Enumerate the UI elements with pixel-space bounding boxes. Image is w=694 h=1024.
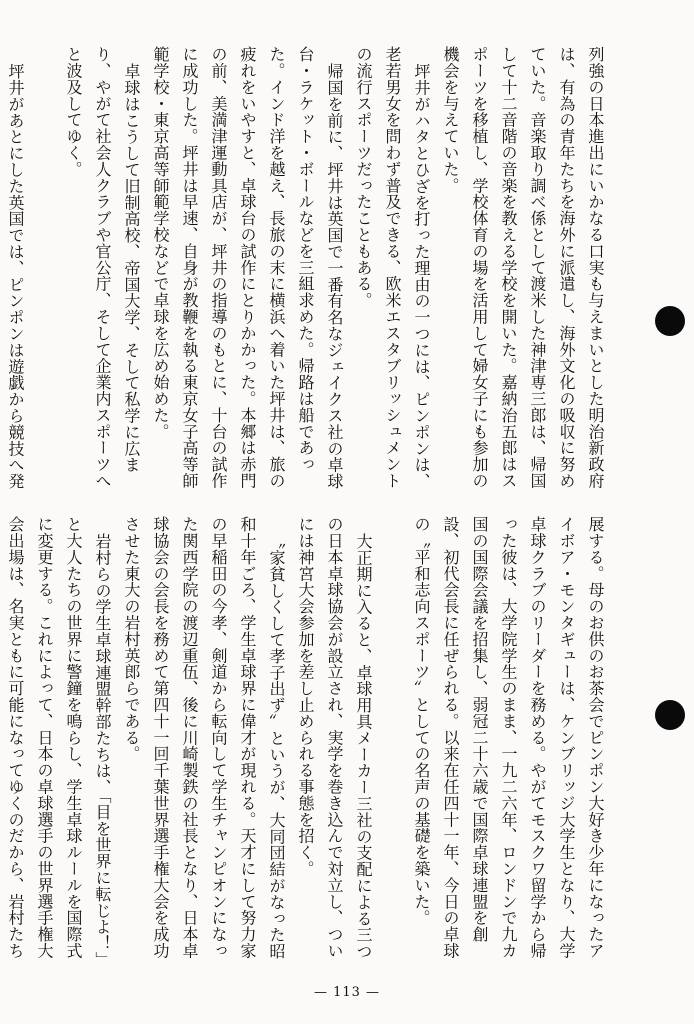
text-column: 岩村らの学生卓球連盟幹部たちは、「目を世界に転じよ！」	[93, 533, 112, 968]
text-column: 会出場は、名実ともに可能になってゆくのだから、岩村たち	[6, 516, 25, 959]
text-column: イボア・モンタギューは、ケンブリッジ大学生となり、大学	[557, 516, 576, 959]
binding-hole-bottom	[655, 700, 685, 730]
text-column: と波及してゆく。	[64, 46, 83, 178]
page-number: — 113 —	[313, 985, 381, 1000]
text-column: の早稲田の今孝、剣道から転向して学生チャンピオンになっ	[209, 516, 228, 959]
binding-hole-top	[655, 306, 685, 336]
text-column: は、有為の青年たちを海外に派遣し、海外文化の吸収に努め	[557, 46, 576, 489]
text-column: た。インド洋を越え、長旅の末に横浜へ着いた坪井は、旅の	[267, 46, 286, 489]
text-column: に変更する。これによって、日本の卓球選手の世界選手権大	[35, 516, 54, 959]
text-column: させた東大の岩村英郎らである。	[122, 516, 141, 762]
text-column: 〝家貧しくして孝子出ず〟というが、大同団結がなった昭	[267, 533, 286, 960]
text-column: に成功した。坪井は早速、自身が教鞭を執る東京女子高等師	[180, 46, 199, 489]
top-text-block	[0, 46, 603, 501]
text-column: 機会を与えていた。	[441, 46, 460, 194]
text-column: 大正期に入ると、卓球用具メーカー三社の支配による三つ	[354, 533, 373, 960]
text-column: 老若男女を問わず普及できる、欧米エスタブリッシュメント	[383, 46, 402, 489]
text-column: 国の国際会議を招集し、弱冠二十六歳で国際卓球連盟を創	[470, 516, 489, 943]
text-column: の流行スポーツだったこともある。	[354, 46, 373, 309]
text-column: ていた。音楽取り調べ係として渡米した神津専三郎は、帰国	[528, 46, 547, 489]
text-column: して十二音階の音楽を教える学校を開いた。嘉納治五郎はス	[499, 46, 518, 489]
text-column: 列強の日本進出にいかなる口実も与えまいとした明治新政府	[586, 46, 605, 489]
text-column: 球協会の会長を務めて第四十一回千葉世界選手権大会を成功	[151, 516, 170, 959]
text-column: り、やがて社会人クラブや官公庁、そして企業内スポーツへ	[93, 46, 112, 489]
text-column: 設、初代会長に任ぜられる。以来在任四十一年、今日の卓球	[441, 516, 460, 959]
text-column: には神宮大会参加を差し止められる事態を招く。	[296, 516, 315, 877]
text-column: 範学校・東京高等師範学校などで卓球を広め始めた。	[151, 46, 170, 440]
text-column: 坪井があとにした英国では、ピンポンは遊戯から競技へ発	[6, 63, 25, 490]
text-column: 和十年ごろ、学生卓球界に偉才が現れる。天才にして努力家	[238, 516, 257, 959]
text-column: 台・ラケット・ボールなどを三組求めた。帰路は船であっ	[296, 46, 315, 473]
text-column: ポーツを移植し、学校体育の場を活用して婦女子にも参加の	[470, 46, 489, 489]
text-column: の前、美満津運動具店が、坪井の指導のもとに、十台の試作	[209, 46, 228, 489]
text-column: 展する。母のお供のお茶会でピンポン大好き少年になったア	[586, 516, 605, 959]
text-column: った彼は、大学院学生のまま、一九二六年、ロンドンで九カ	[499, 516, 518, 959]
text-column: 卓球クラブのリーダーを務める。やがてモスクワ留学から帰	[528, 516, 547, 959]
bottom-text-block	[0, 516, 603, 971]
text-column: た関西学院の渡辺重伍、後に川崎製鉄の社長となり、日本卓	[180, 516, 199, 959]
text-column: 帰国を前に、坪井は英国で一番有名なジェイクス社の卓球	[325, 63, 344, 490]
text-column: の〝平和志向スポーツ〟としての名声の基礎を築いた。	[412, 516, 431, 926]
blank-column	[371, 516, 400, 971]
text-column: 疲れをいやすと、卓球台の試作にとりかかった。本郷は赤門	[238, 46, 257, 489]
text-column: と大人たちの世界に警鐘を鳴らし、学生卓球ルールを国際式	[64, 516, 83, 959]
text-column: 卓球はこうして旧制高校、帝国大学、そして私学に広ま	[122, 63, 141, 473]
text-column: の日本卓球協会が設立され、実学を巻き込んで対立し、つい	[325, 516, 344, 959]
text-column: 坪井がハタとひざを打った理由の一つには、ピンポンは、	[412, 63, 431, 490]
blank-column	[23, 46, 52, 501]
